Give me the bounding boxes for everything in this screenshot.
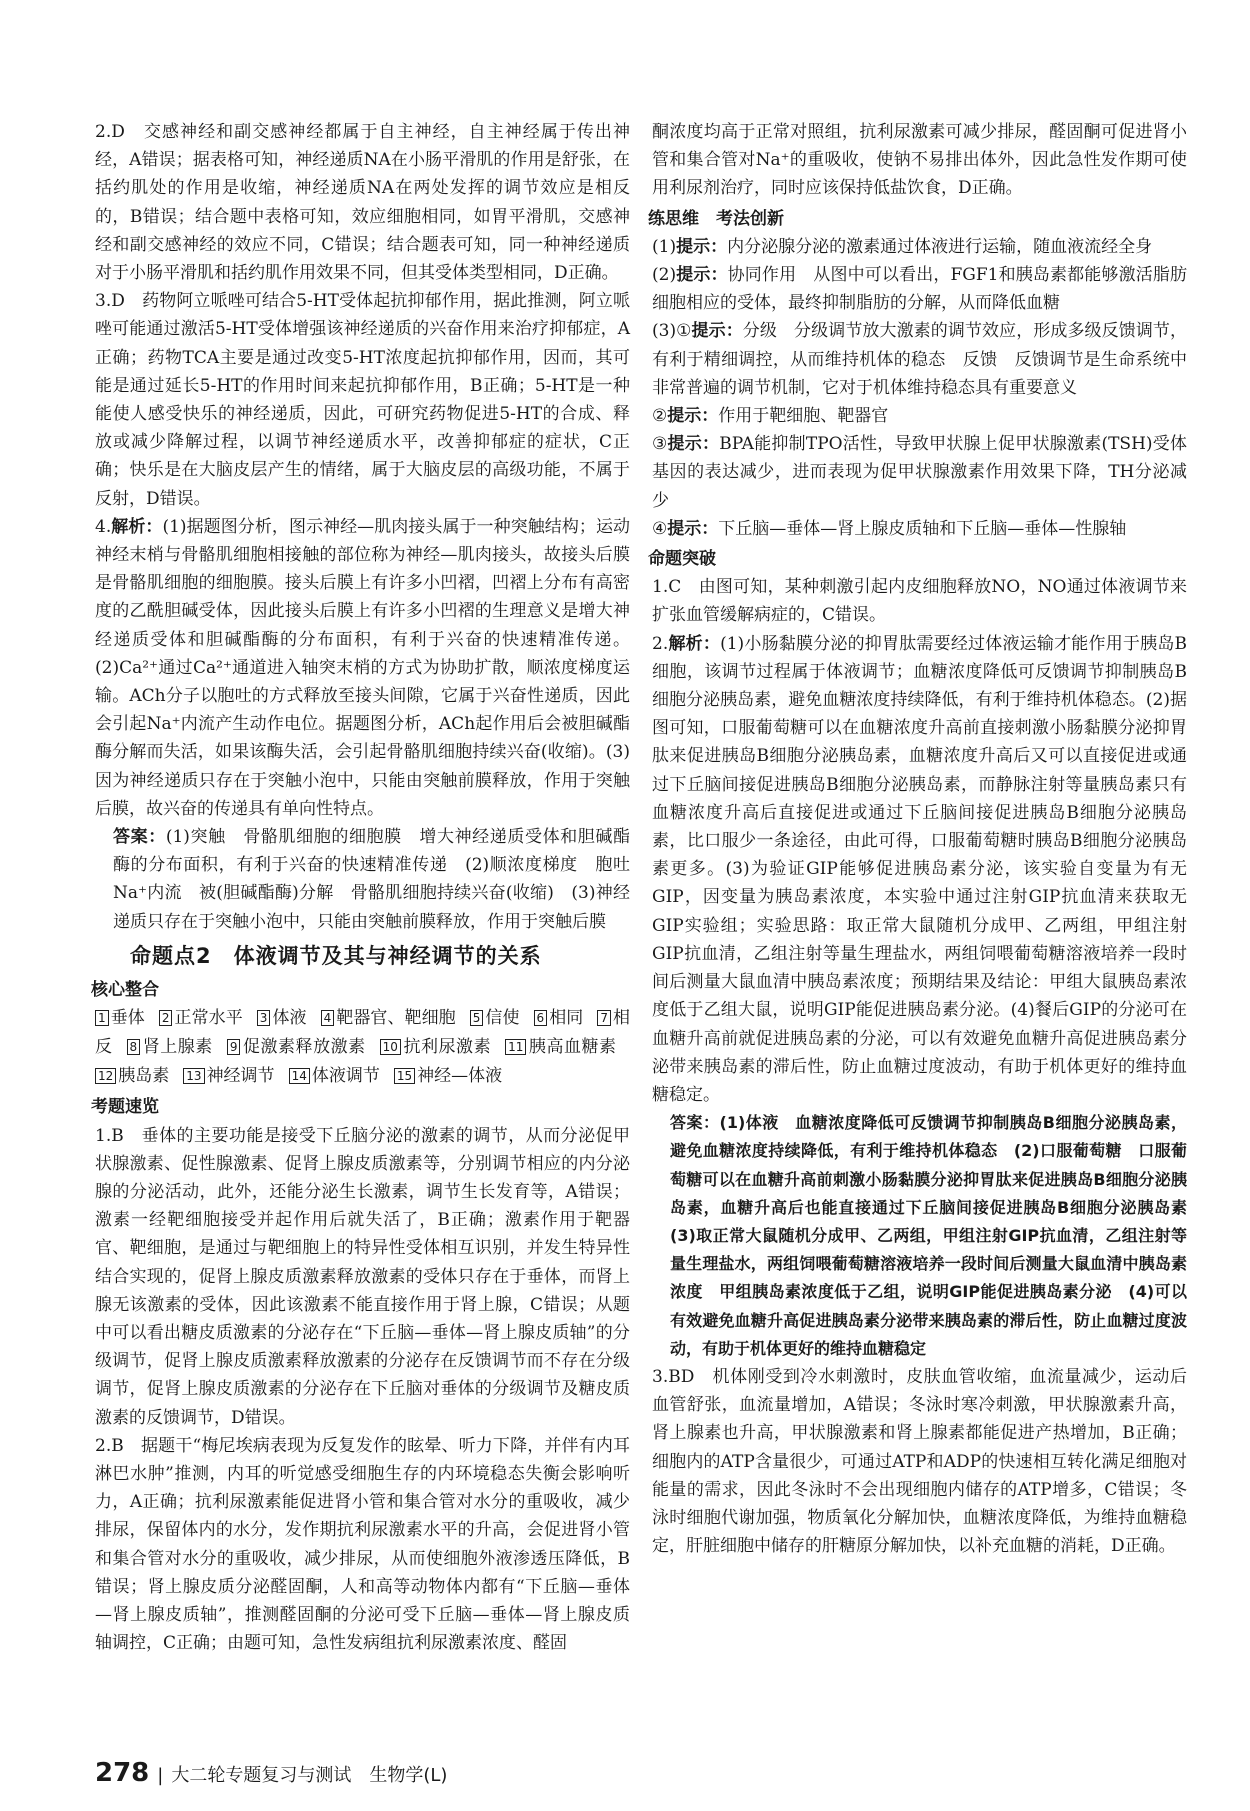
item-number-box: 8 bbox=[127, 1039, 141, 1055]
answer-k2-continued: 酮浓度均高于正常对照组，抗利尿激素可减少排尿，醛固酮可促进肾小管和集合管对Na⁺的重吸收，使钠不易排出体外，因此急性发作期可使用利尿剂治疗，同时应该保持低盐饮食，D正确。 bbox=[652, 122, 1187, 199]
item-number-box: 2 bbox=[159, 1010, 173, 1026]
question-number: 1.B bbox=[95, 1125, 124, 1146]
hint-label: 提示 bbox=[667, 434, 702, 455]
practice-item: (1)提示：内分泌腺分泌的激素通过体液进行运输，随血液流经全身 bbox=[652, 236, 1153, 257]
item-number-box: 7 bbox=[597, 1010, 611, 1026]
item-text: 信使 bbox=[485, 1008, 520, 1029]
item-text: 肾上腺素 bbox=[142, 1037, 213, 1058]
core-item bbox=[505, 1037, 616, 1057]
item-text: 抗利尿激素 bbox=[402, 1037, 492, 1058]
explanation-text: 据题干“梅尼埃病表现为反复发作的眩晕、听力下降，并伴有内耳淋巴水肿”推测，内耳的听觉感受细胞生存的内环境稳态失衡会影响听力，A正确；抗利尿激素能促进肾小管和集合管对水分的重吸收，减少排尿，保留体内的水分，发作期抗利尿激素水平的升高，会促进肾小管和集合管对水分的重吸收，减少排尿，从而使细胞外液渗透压降低，B错误；肾上腺皮质分泌醛固酮，人和高等动物体内都有“下丘脑—垂体—肾上腺皮质轴”，推测醛固酮的分泌可受下丘脑—垂体—肾上腺皮质轴调控，C正确；由题可知，急性发病组抗利尿激素浓度、醛固 bbox=[95, 1435, 630, 1654]
item-number-box: 11 bbox=[505, 1039, 526, 1055]
core-items bbox=[95, 1004, 630, 1091]
practice-item: ③提示：BPA能抑制TPO活性，导致甲状腺上促甲状腺激素(TSH)受体基因的表达减少，进而表现为促甲状腺激素作用效果下降，TH分泌减少 bbox=[652, 434, 1188, 511]
question-number: 2. bbox=[652, 633, 669, 654]
core-item bbox=[470, 1008, 520, 1028]
item-text: 神经—体液 bbox=[417, 1066, 503, 1087]
core-item bbox=[95, 1008, 145, 1028]
item-number-box: 10 bbox=[380, 1039, 401, 1055]
item-text: 促激素释放激素 bbox=[242, 1037, 366, 1058]
practice-item: ②提示：作用于靶细胞、靶器官 bbox=[652, 406, 889, 427]
core-item bbox=[159, 1008, 243, 1028]
item-text: 胰高血糖素 bbox=[528, 1037, 617, 1058]
explanation-text: (1)据题图分析，图示神经—肌肉接头属于一种突触结构；运动神经末梢与骨骼肌细胞相接触的部位称为神经—肌肉接头，故接头后膜是骨骼肌细胞的细胞膜。接头后膜上有许多小凹褶，凹褶上分布有高密度的乙酰胆碱受体，因此接头后膜上有许多小凹褶的生理意义是增大神经递质受体和胆碱酯酶的分布面积，有利于兴奋的快速精准传递。(2)Ca²⁺通过Ca²⁺通道进入轴突末梢的方式为协助扩散，顺浓度梯度运输。ACh分子以胞吐的方式释放至接头间隙，它属于兴奋性递质，因此会引起Na⁺内流产生动作电位。据题图分析，ACh起作用后会被胆碱酯酶分解而失活，如果该酶失活，会引起骨骼肌细胞持续兴奋(收缩)。(3)因为神经递质只存在于突触小泡中，只能由突触前膜释放，作用于突触后膜，故兴奋的传递具有单向性特点。 bbox=[95, 516, 630, 819]
practice-item: ④提示：下丘脑—垂体—肾上腺皮质轴和下丘脑—垂体—性腺轴 bbox=[652, 518, 1127, 539]
item-text: 正常水平 bbox=[174, 1008, 243, 1029]
answer-q3 bbox=[95, 287, 630, 513]
question-number: 1.C bbox=[652, 577, 682, 598]
question-number: 4. bbox=[95, 516, 112, 537]
core-heading: 核心整合 bbox=[91, 980, 159, 1001]
item-text: 相反 bbox=[95, 1008, 631, 1058]
item-number-box: 1 bbox=[95, 1010, 109, 1026]
question-number: 3.D bbox=[95, 291, 125, 312]
item-number-box: 6 bbox=[534, 1010, 548, 1026]
item-text: 体液 bbox=[272, 1008, 307, 1029]
hint-label: 提示 bbox=[667, 406, 702, 427]
answer-b2: 2.解析：(1)小肠黏膜分泌的抑胃肽需要经过体液运输才能作用于胰岛B细胞，该调节过程属于体液调节；血糖浓度降低可反馈调节抑制胰岛B细胞分泌胰岛素，避免血糖浓度持续降低，有利于维持机体稳态。(2)据图可知，口服葡萄糖可以在血糖浓度升高前直接刺激小肠黏膜分泌抑胃肽来促进胰岛B细胞分泌胰岛素，血糖浓度升高后又可以直接促进或通过下丘脑间接促进胰岛B细胞分泌胰岛素，而静脉注射等量胰岛素只有血糖浓度升高后直接促进或通过下丘脑间接促进胰岛B细胞分泌胰岛素，比口服少一条途径，由此可得，口服葡萄糖时胰岛B细胞分泌胰岛素更多。(3)为验证GIP能够促进胰岛素分泌，该实验自变量为有无GIP，因变量为胰岛素浓度，本实验中通过注射GIP抗血清来获取无GIP实验组；实验思路：取正常大鼠随机分成甲、乙两组，甲组注射GIP抗血清，乙组注射等量生理盐水，两组饲喂葡萄糖溶液培养一段时间后测量大鼠血清中胰岛素浓度；预期结果及结论：甲组大鼠胰岛素浓度低于乙组大鼠，说明GIP能促进胰岛素分泌。(4)餐后GIP的分泌可在血糖升高前就促进胰岛素的分泌，可以有效避免血糖升高促进胰岛素分泌带来胰岛素的滞后性，防止血糖过度波动，有助于机体更好的维持血糖稳定。 bbox=[652, 633, 1188, 1105]
answer-block-b2: 答案：(1)体液 血糖浓度降低可反馈调节抑制胰岛B细胞分泌胰岛素，避免血糖浓度持续降低，有利于维持机体稳态 (2)口服葡萄糖 口服葡萄糖可以在血糖升高前刺激小肠黏膜分泌抑胃肽来促进胰岛B细胞分泌胰岛素，血糖升高后也能直接通过下丘脑间接促进胰岛B细胞分泌胰岛素 (3)取正常大鼠随机分成甲、乙两组，甲组注射GIP抗血清，乙组注射等量生理盐水，两组饲喂葡萄糖溶液培养一段时间后测量大鼠血清中胰岛素浓度 甲组胰岛素浓度低于乙组，说明GIP能促进胰岛素分泌 (4)可以有效避免血糖升高促进胰岛素分泌带来胰岛素的滞后性，防止血糖过度波动，有助于机体更好的维持血糖稳定 bbox=[670, 1113, 1204, 1358]
subject-label: 生物学(L) bbox=[369, 1765, 448, 1786]
page-number: 278 bbox=[95, 1758, 150, 1788]
hint-label: 提示 bbox=[691, 321, 726, 342]
practice-item: (2)提示：协同作用 从图中可以看出，FGF1和胰岛素都能够激活脂肪细胞相应的受体，最终抑制脂肪的分解，从而降低血糖 bbox=[652, 265, 1187, 314]
right-column bbox=[648, 118, 1204, 1560]
item-text: 相同 bbox=[549, 1008, 584, 1029]
item-text: 胰岛素 bbox=[118, 1066, 170, 1087]
question-number: 2.B bbox=[95, 1435, 124, 1456]
answer-b3: 3.BD 机体刚受到冷水刺激时，皮肤血管收缩，血流量减少，运动后血管舒张，血流量增加，A错误；冬泳时寒冷刺激，甲状腺激素升高，肾上腺素也升高，甲状腺激素和肾上腺素都能促进产热增加，B正确；细胞内的ATP含量很少，可通过ATP和ADP的快速相互转化满足细胞对能量的需求，因此冬泳时不会出现细胞内储存的ATP增多，C错误；冬泳时细胞代谢加强，物质氧化分解加快，血糖浓度降低，为维持血糖稳定，肝脏细胞中储存的肝糖原分解加快，以补充血糖的消耗，D正确。 bbox=[652, 1366, 1188, 1557]
core-item bbox=[289, 1066, 380, 1086]
item-number-box: 9 bbox=[227, 1039, 241, 1055]
item-text: 神经调节 bbox=[206, 1066, 275, 1087]
core-item bbox=[394, 1066, 502, 1086]
item-number-box: 13 bbox=[183, 1068, 204, 1084]
core-item bbox=[95, 1066, 169, 1086]
answer-block-q4: 答案：(1)突触 骨骼肌细胞的细胞膜 增大神经递质受体和胆碱酯酶的分布面积，有利于兴奋的快速精准传递 (2)顺浓度梯度 胞吐 Na⁺内流 被(胆碱酯酶)分解 骨骼肌细胞持续兴奋(收缩) (3)神经递质只存在于突触小泡中，只能由突触前膜释放，作用于突触后膜 bbox=[113, 827, 647, 932]
explanation-text: 垂体的主要功能是接受下丘脑分泌的激素的调节，从而分泌促甲状腺激素、促性腺激素、促肾上腺皮质激素等，分别调节相应的内分泌腺的分泌活动，此外，还能分泌生长激素，调节生长发育等，A错误；激素一经靶细胞接受并起作用后就失活了，B正确；激素作用于靶器官、靶细胞，是通过与靶细胞上的特异性受体相互识别，并发生特异性结合实现的，促肾上腺皮质激素释放激素的受体只存在于垂体，而肾上腺无该激素的受体，因此该激素不能直接作用于肾上腺，C错误；从题中可以看出糖皮质激素的分泌存在“下丘脑—垂体—肾上腺皮质轴”的分级调节，促肾上腺皮质激素释放激素的分泌存在反馈调节而不存在分级调节，促肾上腺皮质激素的分泌存在下丘脑对垂体的分级调节及糖皮质激素的反馈调节，D错误。 bbox=[95, 1125, 631, 1428]
book-title: 大二轮专题复习与测试 bbox=[171, 1765, 352, 1786]
item-number-box: 12 bbox=[95, 1068, 116, 1084]
question-number: 3.BD bbox=[652, 1366, 695, 1387]
quick-heading: 考题速览 bbox=[91, 1097, 159, 1118]
practice-heading: 练思维 考法创新 bbox=[648, 208, 784, 229]
answer-text: (1)体液 血糖浓度降低可反馈调节抑制胰岛B细胞分泌胰岛素，避免血糖浓度持续降低，有利于维持机体稳态 (2)口服葡萄糖 口服葡萄糖可以在血糖升高前刺激小肠黏膜分泌抑胃肽来促进胰岛B细胞分泌胰岛素，血糖升高后也能直接通过下丘脑间接促进胰岛B细胞分泌胰岛素 (3)取正常大鼠随机分成甲、乙两组，甲组注射GIP抗血清，乙组注射等量生理盐水，两组饲喂葡萄糖溶液培养一段时间后测量大鼠血清中胰岛素浓度 甲组胰岛素浓度低于乙组，说明GIP能促进胰岛素分泌 (4)可以有效避免血糖升高促进胰岛素分泌带来胰岛素的滞后性，防止血糖过度波动，有助于机体更好的维持血糖稳定 bbox=[670, 1113, 1204, 1358]
question-number: 2.D bbox=[95, 122, 125, 142]
core-item bbox=[321, 1008, 456, 1028]
item-number-box: 5 bbox=[470, 1010, 484, 1026]
answer-q2 bbox=[95, 118, 630, 287]
item-number-box: 4 bbox=[321, 1010, 335, 1026]
analysis-label: 解析 bbox=[668, 633, 703, 654]
core-item bbox=[257, 1008, 307, 1028]
breakthrough-heading: 命题突破 bbox=[648, 549, 716, 570]
answer-k1 bbox=[95, 1122, 630, 1432]
topic-title: 命题点2 体液调节及其与神经调节的关系 bbox=[130, 943, 542, 968]
item-number-box: 14 bbox=[289, 1068, 310, 1084]
item-number-box: 15 bbox=[394, 1068, 415, 1084]
answer-b1: 1.C 由图可知，某种刺激引起内皮细胞释放NO，NO通过体液调节来扩张血管缓解病症的，C错误。 bbox=[652, 577, 1188, 626]
page-footer: 278 | 大二轮专题复习与测试 生物学(L) bbox=[95, 1758, 448, 1788]
answer-q4: 4.解析：(1)据题图分析，图示神经—肌肉接头属于一种突触结构；运动神经末梢与骨骼肌细胞相接触的部位称为神经—肌肉接头，故接头后膜是骨骼肌细胞的细胞膜。接头后膜上有许多小凹褶，凹褶上分布有高密度的乙酰胆碱受体，因此接头后膜上有许多小凹褶的生理意义是增大神经递质受体和胆碱酯酶的分布面积，有利于兴奋的快速精准传递。(2)Ca²⁺通过Ca²⁺通道进入轴突末梢的方式为协助扩散，顺浓度梯度运输。ACh分子以胞吐的方式释放至接头间隙，它属于兴奋性递质，因此会引起Na⁺内流产生动作电位。据题图分析，ACh起作用后会被胆碱酯酶分解而失活，如果该酶失活，会引起骨骼肌细胞持续兴奋(收缩)。(3)因为神经递质只存在于突触小泡中，只能由突触前膜释放，作用于突触后膜，故兴奋的传递具有单向性特点。 bbox=[95, 516, 630, 819]
item-text: 体液调节 bbox=[311, 1066, 380, 1087]
core-item bbox=[183, 1066, 274, 1086]
core-item bbox=[534, 1008, 584, 1028]
hint-label: 提示 bbox=[667, 518, 702, 539]
answer-label: 答案 bbox=[113, 827, 149, 848]
answer-text: (1)突触 骨骼肌细胞的细胞膜 增大神经递质受体和胆碱酯酶的分布面积，有利于兴奋的快速精准传递 (2)顺浓度梯度 胞吐 Na⁺内流 被(胆碱酯酶)分解 骨骼肌细胞持续兴奋(收缩) (3)神经递质只存在于突触小泡中，只能由突触前膜释放，作用于突触后膜 bbox=[113, 827, 647, 932]
practice-item: (3)①提示：分级 分级调节放大激素的调节效应，形成多级反馈调节，有利于精细调控，从而维持机体的稳态 反馈 反馈调节是生命系统中非常普遍的调节机制，它对于机体维持稳态具有重要意义 bbox=[652, 321, 1188, 398]
explanation-text: 药物阿立哌唑可结合5-HT受体起抗抑郁作用，据此推测，阿立哌唑可能通过激活5-HT受体增强该神经递质的兴奋作用来治疗抑郁症，A正确；药物TCA主要是通过改变5-HT浓度起抗抑郁作用，因而，其可能是通过延长5-HT的作用时间来起抗抑郁作用，B正确；5-HT是一种能使人感受快乐的神经递质，因此，可研究药物促进5-HT的合成、释放或减少降解过程，以调节神经递质水平，改善抑郁症的症状，C正确；快乐是在大脑皮层产生的情绪，属于大脑皮层的高级功能，不属于反射，D错误。 bbox=[95, 291, 630, 509]
core-item bbox=[380, 1037, 491, 1057]
answer-label: 答案 bbox=[670, 1113, 704, 1133]
core-item bbox=[127, 1037, 213, 1057]
item-text: 垂体 bbox=[110, 1008, 145, 1029]
hint-label: 提示 bbox=[676, 265, 711, 286]
hint-label: 提示 bbox=[676, 236, 711, 257]
answer-k2 bbox=[95, 1432, 630, 1658]
core-item bbox=[227, 1037, 366, 1057]
item-number-box: 3 bbox=[257, 1010, 271, 1026]
left-column bbox=[91, 118, 647, 1657]
item-text: 靶器官、靶细胞 bbox=[336, 1008, 456, 1029]
explanation-text: 交感神经和副交感神经都属于自主神经，自主神经属于传出神经，A错误；据表格可知，神经递质NA在小肠平滑肌的作用是舒张，在括约肌处的作用是收缩，神经递质NA在两处发挥的调节效应是相反的，B错误；结合题中表格可知，效应细胞相同，如胃平滑肌，交感神经和副交感神经的效应不同，C错误；结合题表可知，同一种神经递质对于小肠平滑肌和括约肌作用效果不同，但其受体类型相同，D正确。 bbox=[95, 122, 631, 284]
analysis-label: 解析 bbox=[111, 516, 146, 537]
